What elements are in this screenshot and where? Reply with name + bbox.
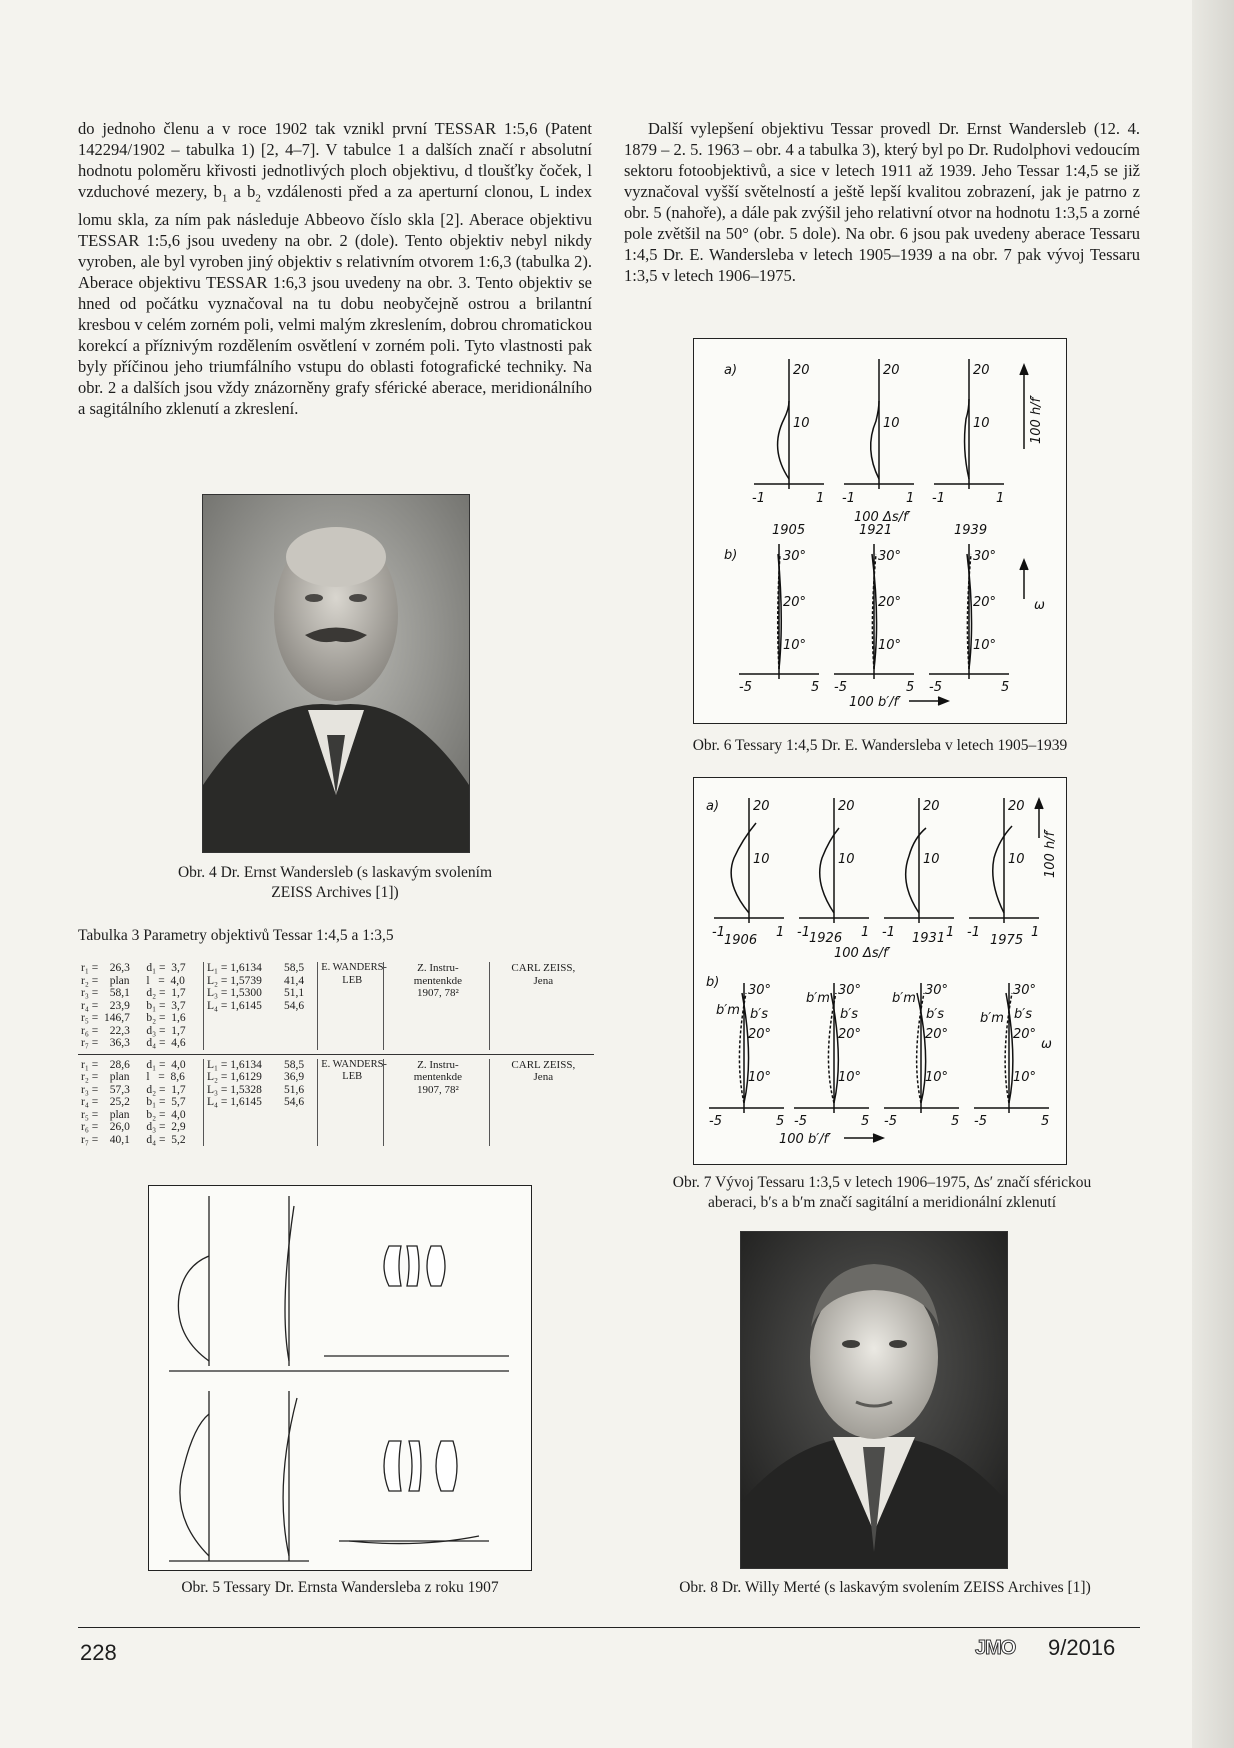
- obr6-tick: -5: [929, 680, 942, 695]
- obr6-tick: 30°: [878, 549, 902, 564]
- obr6-tick: -1: [752, 491, 765, 506]
- obr6-tick: 5: [1001, 680, 1010, 695]
- obr7-year: 1931: [912, 931, 946, 946]
- obr6-chart: [694, 339, 1066, 723]
- obr7-tick: 10°: [748, 1070, 772, 1085]
- obr5-drawing: [149, 1186, 531, 1570]
- obr7-tick: 10°: [1013, 1070, 1037, 1085]
- obr7-label-a: a): [706, 799, 720, 814]
- obr6-tick: 20°: [878, 595, 902, 610]
- page-edge-shadow: [1192, 0, 1234, 1748]
- obr7-tick: 10: [753, 852, 770, 867]
- obr7-tick: -1: [882, 925, 895, 940]
- obr7-tick: 10: [923, 852, 940, 867]
- left-column-text: [78, 118, 592, 419]
- obr6-tick: -1: [932, 491, 945, 506]
- table3-index: L₁ = 1,6134 L₂ = 1,6129 L₃ = 1,5328 L₄ = 1,6145: [203, 1059, 281, 1147]
- obr6-axis-b: 100 b′/f′: [849, 695, 902, 710]
- portrait-wandersleb-photo: [202, 494, 470, 853]
- obr6-caption: Obr. 6 Tessary 1:4,5 Dr. E. Wandersleba v letech 1905–1939: [692, 737, 1068, 754]
- obr7-tick: 30°: [925, 983, 949, 998]
- obr4-caption: [120, 863, 550, 903]
- obr7-tick: 30°: [838, 983, 862, 998]
- obr7-tick: 20: [753, 799, 770, 814]
- obr6-tick: 5: [811, 680, 820, 695]
- obr6-tick: -1: [842, 491, 855, 506]
- table3: [78, 958, 594, 1150]
- obr7-tick: 1: [776, 925, 785, 940]
- obr7-tick: 10°: [925, 1070, 949, 1085]
- obr7-tick: 20: [838, 799, 855, 814]
- obr6-tick: 10°: [973, 638, 997, 653]
- obr5-caption: Obr. 5 Tessary Dr. Ernsta Wandersleba z roku 1907: [181, 1579, 499, 1596]
- obr6-tick: 1: [816, 491, 825, 506]
- obr6-year: 1921: [859, 523, 893, 538]
- table3-thickness: d₁ = 4,0 l = 8,6 d₂ = 1,7 b₁ = 5,7 b₂ = 4,0 d₃ = 2,9 d₄ = 5,2: [146, 1058, 186, 1146]
- obr7-bm-label: b′m: [716, 1003, 740, 1018]
- obr7-year: 1906: [724, 933, 758, 948]
- table3-source: Z. Instru- mentenkde 1907, 78²: [383, 962, 488, 1050]
- obr6-axis-a: 100 Δs/f′: [854, 510, 911, 525]
- obr5-figure: [148, 1185, 532, 1571]
- obr7-bm-label: b′m: [806, 991, 830, 1006]
- right-paragraph: Další vylepšení objektivu Tessar provedl Dr. Ernst Wandersleb (12. 4. 1879 – 2. 5. 1963 – obr. 4 a tabulka 3), který byl po Dr. Rudolphovi vedoucím sektoru fotoobjektivů, a sice v letech 1911 až 1939. Jeho Tessar 1:4,5 se již vyznačoval vyšší světelností a ještě lepší kvalitou zobrazení, jak je patrno z obr. 5 (nahoře), a dále pak zvýšil jeho relativní otvor na hodnotu 1:3,5 a zorné pole zvětšil na 50° (obr. 5 dole). Na obr. 6 jsou pak uvedeny aberace Tessaru 1:4,5 Dr. E. Wandersleba v letech 1905–1939 a na obr. 7 pak vývoj Tessaru 1:3,5 v letech 1906–1975.: [624, 119, 1140, 285]
- obr6-axis-a-side: 100 h/f′: [1029, 394, 1044, 444]
- obr7-tick: 20: [1008, 799, 1025, 814]
- obr7-bs-label: b′s: [750, 1007, 768, 1022]
- obr6-tick: -5: [834, 680, 847, 695]
- obr7-tick: -1: [967, 925, 980, 940]
- obr6-tick: 20: [793, 363, 810, 378]
- obr7-tick: 20°: [925, 1027, 949, 1042]
- obr6-label-b: b): [724, 548, 738, 563]
- obr7-tick: -5: [794, 1114, 807, 1129]
- portrait-merte-photo: [740, 1231, 1008, 1569]
- obr7-axis-a: 100 Δs/f′: [834, 946, 891, 961]
- obr6-tick: 20: [883, 363, 900, 378]
- obr7-axis-b-side: ω: [1041, 1037, 1052, 1052]
- table3-index: L₁ = 1,6134 L₂ = 1,5739 L₃ = 1,5300 L₄ = 1,6145: [203, 962, 281, 1050]
- obr7-caption-line2: aberaci, b′s a b′m značí sagitální a meridionální zklenutí: [707, 1194, 1057, 1211]
- obr6-tick: 10°: [878, 638, 902, 653]
- table3-abbe: 58,5 36,9 51,6 54,6: [284, 1058, 305, 1108]
- obr7-tick: 5: [861, 1114, 870, 1129]
- obr7-tick: 30°: [748, 983, 772, 998]
- issue-number: 9/2016: [1048, 1635, 1116, 1660]
- obr6-year: 1905: [772, 523, 806, 538]
- obr7-tick: 1: [946, 925, 955, 940]
- obr7-tick: 20°: [748, 1027, 772, 1042]
- obr7-tick: 5: [1041, 1114, 1050, 1129]
- obr7-tick: -5: [709, 1114, 722, 1129]
- obr7-caption: [612, 1173, 1152, 1213]
- obr7-tick: 1: [1031, 925, 1040, 940]
- obr6-axis-b-side: ω: [1034, 598, 1045, 613]
- obr7-tick: 1: [861, 925, 870, 940]
- table3-abbe: 58,5 41,4 51,1 54,6: [284, 962, 305, 1012]
- obr6-tick: 10: [883, 416, 900, 431]
- obr7-tick: 20°: [838, 1027, 862, 1042]
- table3-block-1: [78, 958, 594, 1054]
- obr7-tick: -1: [797, 925, 810, 940]
- obr4-caption-line2: ZEISS Archives [1]): [271, 884, 399, 901]
- table3-radii: r₁ = 28,6 r₂ = plan r₃ = 57,3 r₄ = 25,2 r₅ = plan r₆ = 26,0 r₇ = 40,1: [81, 1058, 130, 1146]
- obr6-year: 1939: [954, 523, 988, 538]
- obr7-chart: [694, 778, 1066, 1164]
- table3-radii: r₁ = 26,3 r₂ = plan r₃ = 58,1 r₄ = 23,9 r₅ = 146,7 r₆ = 22,3 r₇ = 36,3: [81, 962, 130, 1049]
- obr6-tick: 30°: [973, 549, 997, 564]
- obr6-tick: 10: [793, 416, 810, 431]
- obr7-tick: 5: [951, 1114, 960, 1129]
- jmo-logo: JMO: [975, 1637, 1016, 1659]
- table3-thickness: d₁ = 3,7 l = 4,0 d₂ = 1,7 b₁ = 3,7 b₂ = 1,6 d₃ = 1,7 d₄ = 4,6: [146, 962, 186, 1049]
- obr7-bm-label: b′m: [892, 991, 916, 1006]
- table3-caption: Tabulka 3 Parametry objektivů Tessar 1:4,5 a 1:3,5: [78, 927, 394, 944]
- obr7-tick: -5: [884, 1114, 897, 1129]
- obr7-axis-a-side: 100 h/f′: [1043, 828, 1058, 878]
- obr4-caption-line1: Obr. 4 Dr. Ernst Wandersleb (s laskavým svolením: [177, 864, 493, 881]
- obr7-bs-label: b′s: [1014, 1007, 1032, 1022]
- obr6-figure: [693, 338, 1067, 724]
- obr6-plot-b: [739, 544, 1028, 705]
- obr6-label-a: a): [724, 363, 738, 378]
- right-column-text: [624, 118, 1140, 286]
- obr6-tick: 10: [973, 416, 990, 431]
- obr7-caption-line1: Obr. 7 Vývoj Tessaru 1:3,5 v letech 1906–1975, Δs′ značí sférickou: [672, 1174, 1092, 1191]
- obr6-tick: 30°: [783, 549, 807, 564]
- obr7-tick: 20: [923, 799, 940, 814]
- page-number: 228: [80, 1640, 117, 1665]
- obr7-tick: 20°: [1013, 1027, 1037, 1042]
- table3-block-2: [78, 1054, 594, 1151]
- obr7-tick: 10°: [838, 1070, 862, 1085]
- obr7-label-b: b): [706, 975, 720, 990]
- footer-rule: [78, 1627, 1140, 1628]
- table3-maker: CARL ZEISS, Jena: [489, 962, 594, 1050]
- obr7-tick: -1: [712, 925, 725, 940]
- obr7-figure: [693, 777, 1067, 1165]
- obr6-tick: 1: [906, 491, 915, 506]
- obr7-tick: -5: [974, 1114, 987, 1129]
- table3-source: Z. Instru- mentenkde 1907, 78²: [383, 1059, 488, 1147]
- table3-maker: CARL ZEISS, Jena: [489, 1059, 594, 1147]
- table3-author: E. WANDERS- LEB: [317, 962, 383, 1050]
- obr6-tick: 20: [973, 363, 990, 378]
- obr8-caption: Obr. 8 Dr. Willy Merté (s laskavým svolením ZEISS Archives [1]): [679, 1579, 1091, 1596]
- obr6-tick: 20°: [973, 595, 997, 610]
- obr6-tick: 20°: [783, 595, 807, 610]
- obr7-bm-label: b′m: [980, 1011, 1004, 1026]
- table3-author: E. WANDERS- LEB: [317, 1059, 383, 1147]
- obr7-tick: 10: [1008, 852, 1025, 867]
- obr6-tick: 10°: [783, 638, 807, 653]
- obr7-axis-b: 100 b′/f′: [779, 1132, 832, 1147]
- obr7-tick: 5: [776, 1114, 785, 1129]
- obr7-bs-label: b′s: [926, 1007, 944, 1022]
- obr6-tick: 1: [996, 491, 1005, 506]
- obr7-year: 1926: [809, 931, 843, 946]
- obr7-year: 1975: [990, 933, 1024, 948]
- obr6-tick: -5: [739, 680, 752, 695]
- left-paragraph: do jednoho členu a v roce 1902 tak vznikl první TESSAR 1:5,6 (Patent 142294/1902 – tabulka 1) [2, 4–7]. V tabulce 1 a dalších značí r absolutní hodnotu poloměru křivosti jednotlivých ploch objektivu, d tloušťky čoček, l vzduchové mezery, $b_1$ a $b_2$ vzdálenosti před a za aperturní clonou, L index lomu skla, za ním pak následuje Abbeovo číslo skla [2]. Aberace objektivu TESSAR 1:5,6 jsou uvedeny na obr. 2 (dole). Tento objektiv nebyl nikdy vyroben, ale byl vyroben jiný objektiv s relativním otvorem 1:6,3 (tabulka 2). Aberace objektivu TESSAR 1:6,3 jsou uvedeny na obr. 3. Tento objektiv se hned od počátku vyznačoval na tu dobu neobyčejně ostrou a brilantní kresbou v celém zorném poli, velmi malým zkreslením, dobrou chromatickou korekcí a příznivým rozdělením osvětlení v zorném poli. Tyto vlastnosti pak byly příčinou jeho triumfálního vstupu do oblasti fotografické techniky. Na obr. 2 a dalších jsou vždy znázorněny grafy sférické aberace, meridionálního a sagitálního zklenutí a zkreslení.: [78, 119, 593, 419]
- obr6-tick: 5: [906, 680, 915, 695]
- obr7-bs-label: b′s: [840, 1007, 858, 1022]
- obr7-tick: 10: [838, 852, 855, 867]
- obr7-tick: 30°: [1013, 983, 1037, 998]
